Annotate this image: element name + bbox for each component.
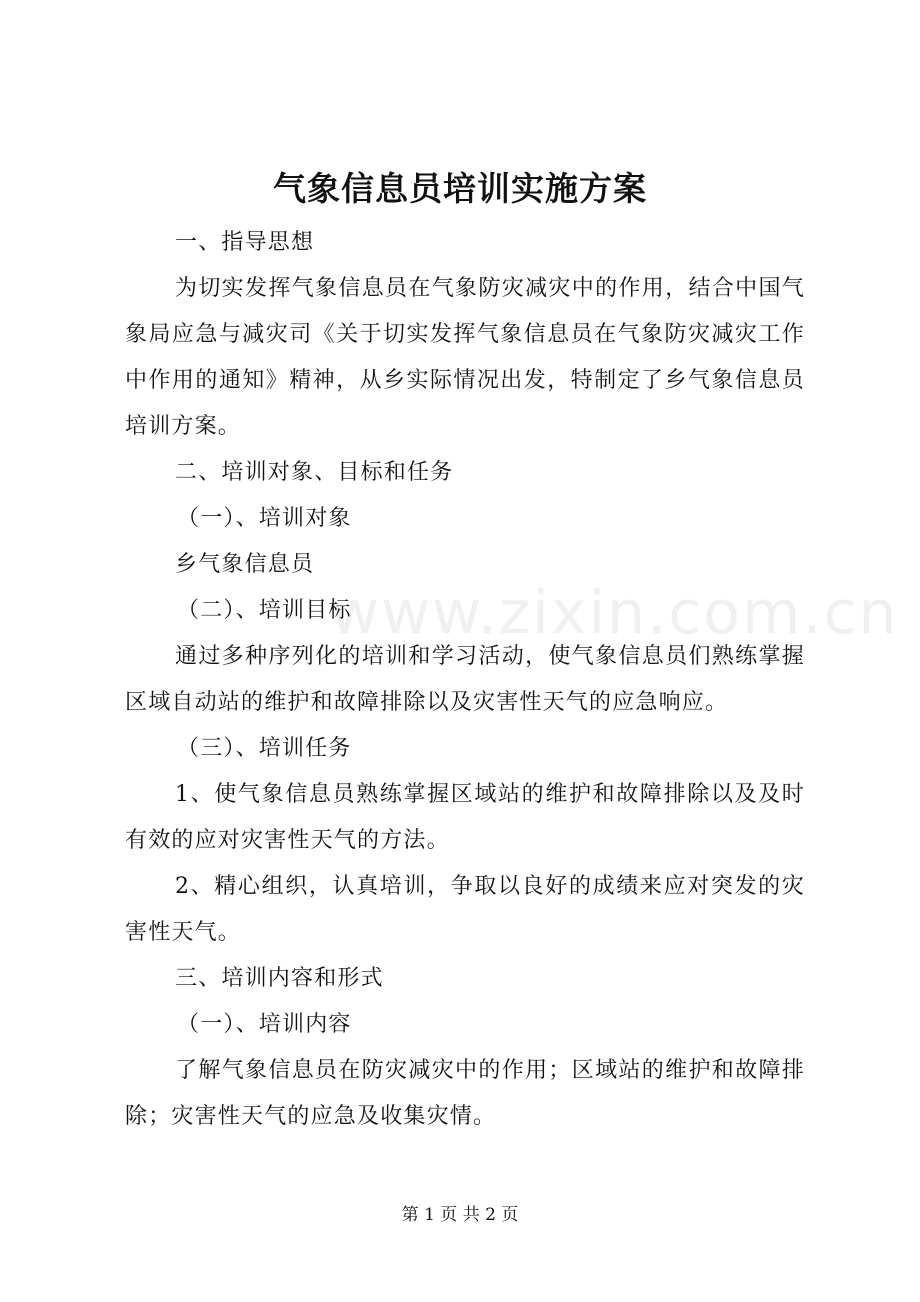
- page-number-footer: 第 1 页 共 2 页: [401, 1205, 519, 1225]
- body-paragraph: 通过多种序列化的培训和学习活动，使气象信息员们熟练掌握区域自动站的维护和故障排除以及灾害性天气的应急响应。: [125, 644, 805, 715]
- body-paragraph: 了解气象信息员在防灾减灾中的作用；区域站的维护和故障排除；灾害性天气的应急及收集灾情。: [125, 1058, 805, 1129]
- watermark: www.zixin.com.cn: [330, 578, 899, 648]
- list-item: 2、精心组织，认真培训，争取以良好的成绩来应对突发的灾害性天气。: [125, 874, 805, 945]
- body-paragraph: 为切实发挥气象信息员在气象防灾减灾中的作用，结合中国气象局应急与减灾司《关于切实发挥气象信息员在气象防灾减灾工作中作用的通知》精神，从乡实际情况出发，特制定了乡气象信息员培训方案。: [125, 276, 805, 439]
- body-paragraph: 乡气象信息员: [175, 552, 315, 577]
- subsection-heading: （二）、培训目标: [177, 598, 352, 623]
- section-heading-1: 一、指导思想: [175, 230, 315, 255]
- subsection-heading: （一）、培训对象: [177, 506, 352, 531]
- section-heading-3: 三、培训内容和形式: [175, 966, 384, 991]
- subsection-heading: （一）、培训内容: [177, 1012, 352, 1037]
- document-title: 气象信息员培训实施方案: [273, 169, 647, 208]
- section-heading-2: 二、培训对象、目标和任务: [175, 460, 454, 485]
- subsection-heading: （三）、培训任务: [177, 736, 352, 761]
- document-body: [125, 220, 805, 1140]
- list-item: 1、使气象信息员熟练掌握区域站的维护和故障排除以及及时有效的应对灾害性天气的方法。: [125, 782, 805, 853]
